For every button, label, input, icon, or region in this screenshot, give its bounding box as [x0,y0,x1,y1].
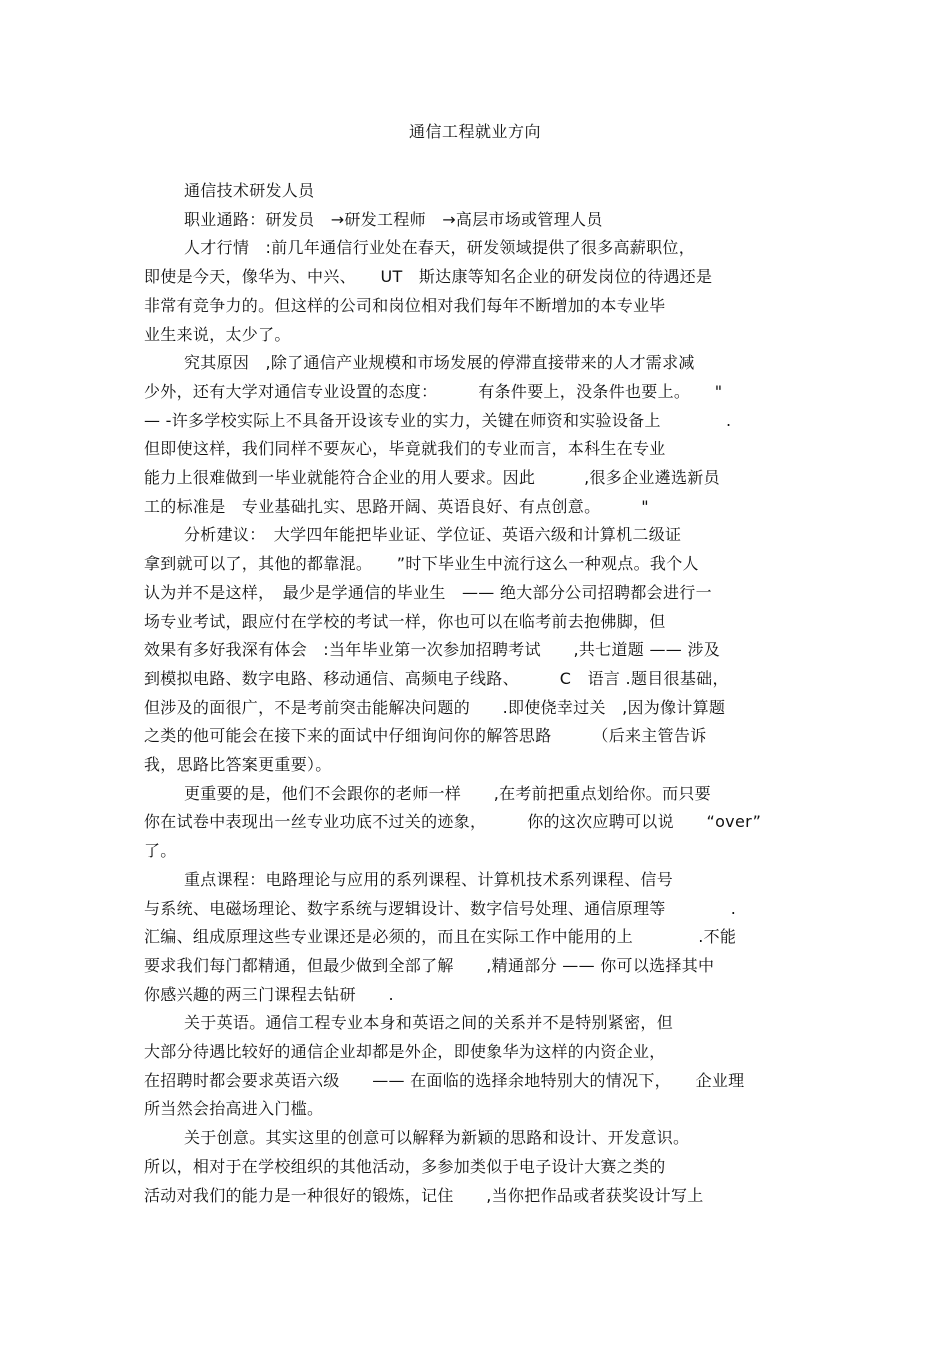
body-line: 但涉及的面很广，不是考前突击能解决问题的 .即使侥幸过关 ,因为像计算题 [144,698,726,717]
body-line: 能力上很难做到一毕业就能符合企业的用人要求。因此 ,很多企业遴选新员 [144,468,720,487]
body-line: 工的标准是 专业基础扎实、思路开阔、英语良好、有点创意。 " [144,497,649,516]
body-line: 你感兴趣的两三门课程去钻研 . [144,985,394,1004]
body-line: 所当然会抬高进入门槛。 [144,1099,324,1118]
body-line: 分析建议： 大学四年能把毕业证、学位证、英语六级和计算机二级证 [184,525,682,544]
body-line: 效果有多好我深有体会 :当年毕业第一次参加招聘考试 ,共七道题 —— 涉及 [144,640,721,659]
body-line: 在招聘时都会要求英语六级 —— 在面临的选择余地特别大的情况下， 企业理 [144,1071,745,1090]
body-line: 关于创意。其实这里的创意可以解释为新颖的思路和设计、开发意识。 [184,1128,690,1147]
body-line: 认为并不是这样， 最少是学通信的毕业生 —— 绝大部分公司招聘都会进行一 [144,583,712,602]
body-line: 拿到就可以了，其他的都靠混。 ”时下毕业生中流行这么一种观点。我个人 [144,554,699,573]
body-line: 汇编、组成原理这些专业课还是必须的，而且在实际工作中能用的上 .不能 [144,927,737,946]
body-line: 更重要的是，他们不会跟你的老师一样 ,在考前把重点划给你。而只要 [184,784,711,803]
body-line: 到模拟电路、数字电路、移动通信、高频电子线路、 C 语言 .题目很基础， [144,669,729,688]
body-line: 与系统、电磁场理论、数字系统与逻辑设计、数字信号处理、通信原理等 . [144,899,737,918]
body-line: 之类的他可能会在接下来的面试中仔细询问你的解答思路 （后来主管告诉 [144,726,707,745]
body-line: 所以，相对于在学校组织的其他活动，多参加类似于电子设计大赛之类的 [144,1157,666,1176]
body-line: 关于英语。通信工程专业本身和英语之间的关系并不是特别紧密，但 [184,1013,674,1032]
body-line: 活动对我们的能力是一种很好的锻炼，记住 ,当你把作品或者获奖设计写上 [144,1186,704,1205]
body-line: 场专业考试，跟应付在学校的考试一样，你也可以在临考前去抱佛脚，但 [144,612,666,631]
body-line: — -许多学校实际上不具备开设该专业的实力，关键在师资和实验设备上 . [144,411,732,430]
body-line: 非常有竞争力的。但这样的公司和岗位相对我们每年不断增加的本专业毕 [144,296,666,315]
body-line: 你在试卷中表现出一丝专业功底不过关的迹象， 你的这次应聘可以说 “over” [144,812,762,831]
body-line: 通信技术研发人员 [184,181,315,200]
body-line: 要求我们每门都精通，但最少做到全部了解 ,精通部分 —— 你可以选择其中 [144,956,715,975]
body-line: 即使是今天，像华为、中兴、 UT 斯达康等知名企业的研发岗位的待遇还是 [144,267,713,286]
body-line: 职业通路：研发员 →研发工程师 →高层市场或管理人员 [184,210,603,229]
body-line: 但即使这样，我们同样不要灰心，毕竟就我们的专业而言，本科生在专业 [144,439,666,458]
body-line: 业生来说，太少了。 [144,325,291,344]
body-line: 人才行情 :前几年通信行业处在春天，研发领域提供了很多高薪职位， [184,238,695,257]
body-line: 究其原因 ,除了通信产业规模和市场发展的停滞直接带来的人才需求减 [184,353,695,372]
body-line: 重点课程：电路理论与应用的系列课程、计算机技术系列课程、信号 [184,870,674,889]
body-line: 我，思路比答案更重要）。 [144,755,332,774]
body-line: 了。 [144,841,177,860]
body-line: 大部分待遇比较好的通信企业却都是外企，即使象华为这样的内资企业， [144,1042,666,1061]
body-line: 少外，还有大学对通信专业设置的态度： 有条件要上，没条件也要上。 " [144,382,723,401]
document-title: 通信工程就业方向 [408,122,541,141]
